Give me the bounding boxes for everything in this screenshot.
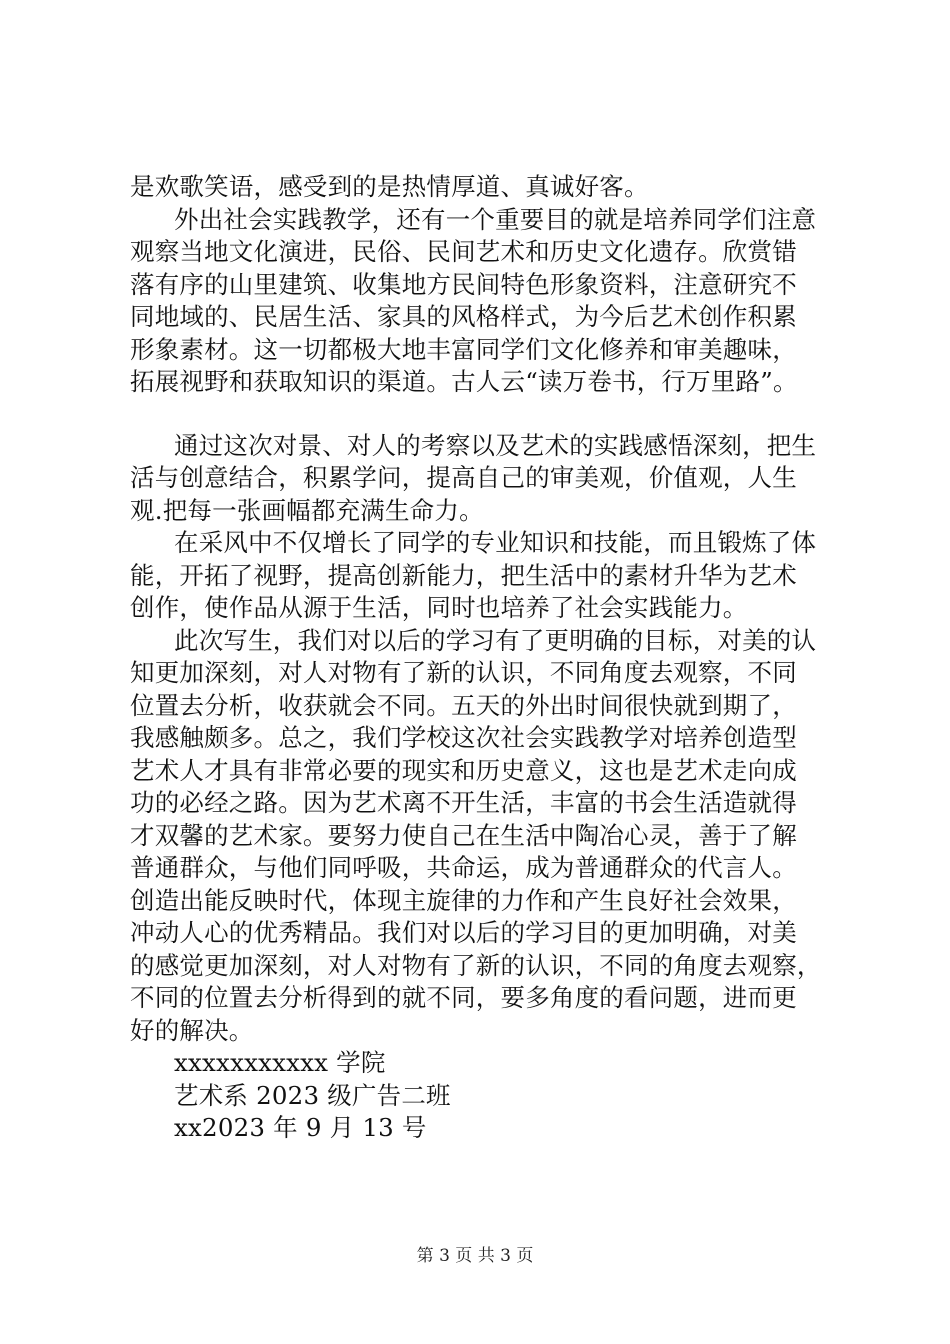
text-line: 在采风中不仅增长了同学的专业知识和技能，而且锻炼了体 — [174, 528, 817, 557]
text-line: 落有序的山里建筑、收集地方民间特色形象资料，注意研究不 — [130, 269, 797, 299]
text-line: 的感觉更加深刻，对人对物有了新的认识，不同的角度去观察， — [130, 950, 822, 980]
text-line: 是欢歌笑语，感受到的是热情厚道、真诚好客。 — [130, 172, 649, 201]
signature-block — [130, 1047, 840, 1145]
text-line: 艺术人才具有非常必要的现实和历史意义，这也是艺术走向成 — [130, 755, 797, 785]
text-line: 冲动人心的优秀精品。我们对以后的学习目的更加明确，对美 — [130, 918, 797, 947]
text-line: 好的解决。 — [130, 1015, 254, 1045]
signature-school: xxxxxxxxxxx 学院 — [174, 1048, 386, 1077]
text-line: 功的必经之路。因为艺术离不开生活，丰富的书会生活造就得 — [130, 788, 797, 817]
text-line: 知更加深刻，对人对物有了新的认识，不同角度去观察，不同 — [130, 658, 797, 687]
signature-class: 艺术系 2023 级广告二班 — [174, 1080, 451, 1110]
text-line: 形象素材。这一切都极大地丰富同学们文化修养和审美趣味， — [130, 334, 797, 364]
text-line: 创作，使作品从源于生活，同时也培养了社会实践能力。 — [130, 593, 748, 622]
paragraph — [130, 527, 840, 625]
text-line: 位置去分析，收获就会不同。五天的外出时间很快就到期了， — [130, 690, 797, 720]
document-body — [130, 171, 840, 1145]
page-number-footer: 第 3 页 共 3 页 — [416, 1246, 534, 1266]
paragraph — [130, 625, 840, 1048]
text-line: 观.把每一张画幅都充满生命力。 — [130, 495, 484, 525]
text-line: 不同的位置去分析得到的就不同，要多角度的看问题，进而更 — [130, 983, 797, 1012]
signature-date: xx2023 年 9 月 13 号 — [174, 1113, 427, 1142]
text-line: 活与创意结合，积累学问，提高自己的审美观，价值观，人生 — [130, 463, 797, 492]
text-line: 拓展视野和获取知识的渠道。古人云“读万卷书，行万里路”。 — [130, 367, 798, 396]
text-line: 创造出能反映时代，体现主旋律的力作和产生良好社会效果， — [130, 885, 797, 915]
text-line: 才双馨的艺术家。要努力使自己在生活中陶冶心灵，善于了解 — [130, 820, 797, 850]
text-line: 我感触颇多。总之，我们学校这次社会实践教学对培养创造型 — [130, 723, 797, 752]
text-line: 能，开拓了视野，提高创新能力，把生活中的素材升华为艺术 — [130, 560, 797, 590]
text-line: 外出社会实践教学，还有一个重要目的就是培养同学们注意 — [174, 204, 817, 234]
paragraph-gap — [130, 399, 840, 430]
paragraph — [130, 430, 840, 528]
text-line: 通过这次对景、对人的考察以及艺术的实践感悟深刻，把生 — [174, 430, 817, 460]
text-line: 同地域的、民居生活、家具的风格样式，为今后艺术创作积累 — [130, 302, 797, 331]
paragraph — [130, 171, 840, 204]
text-line: 此次写生，我们对以后的学习有了更明确的目标，对美的认 — [174, 625, 817, 655]
text-line: 普通群众，与他们同呼吸，共命运，成为普通群众的代言人。 — [130, 853, 797, 882]
text-line: 观察当地文化演进，民俗、民间艺术和历史文化遗存。欣赏错 — [130, 237, 797, 266]
paragraph — [130, 204, 840, 399]
